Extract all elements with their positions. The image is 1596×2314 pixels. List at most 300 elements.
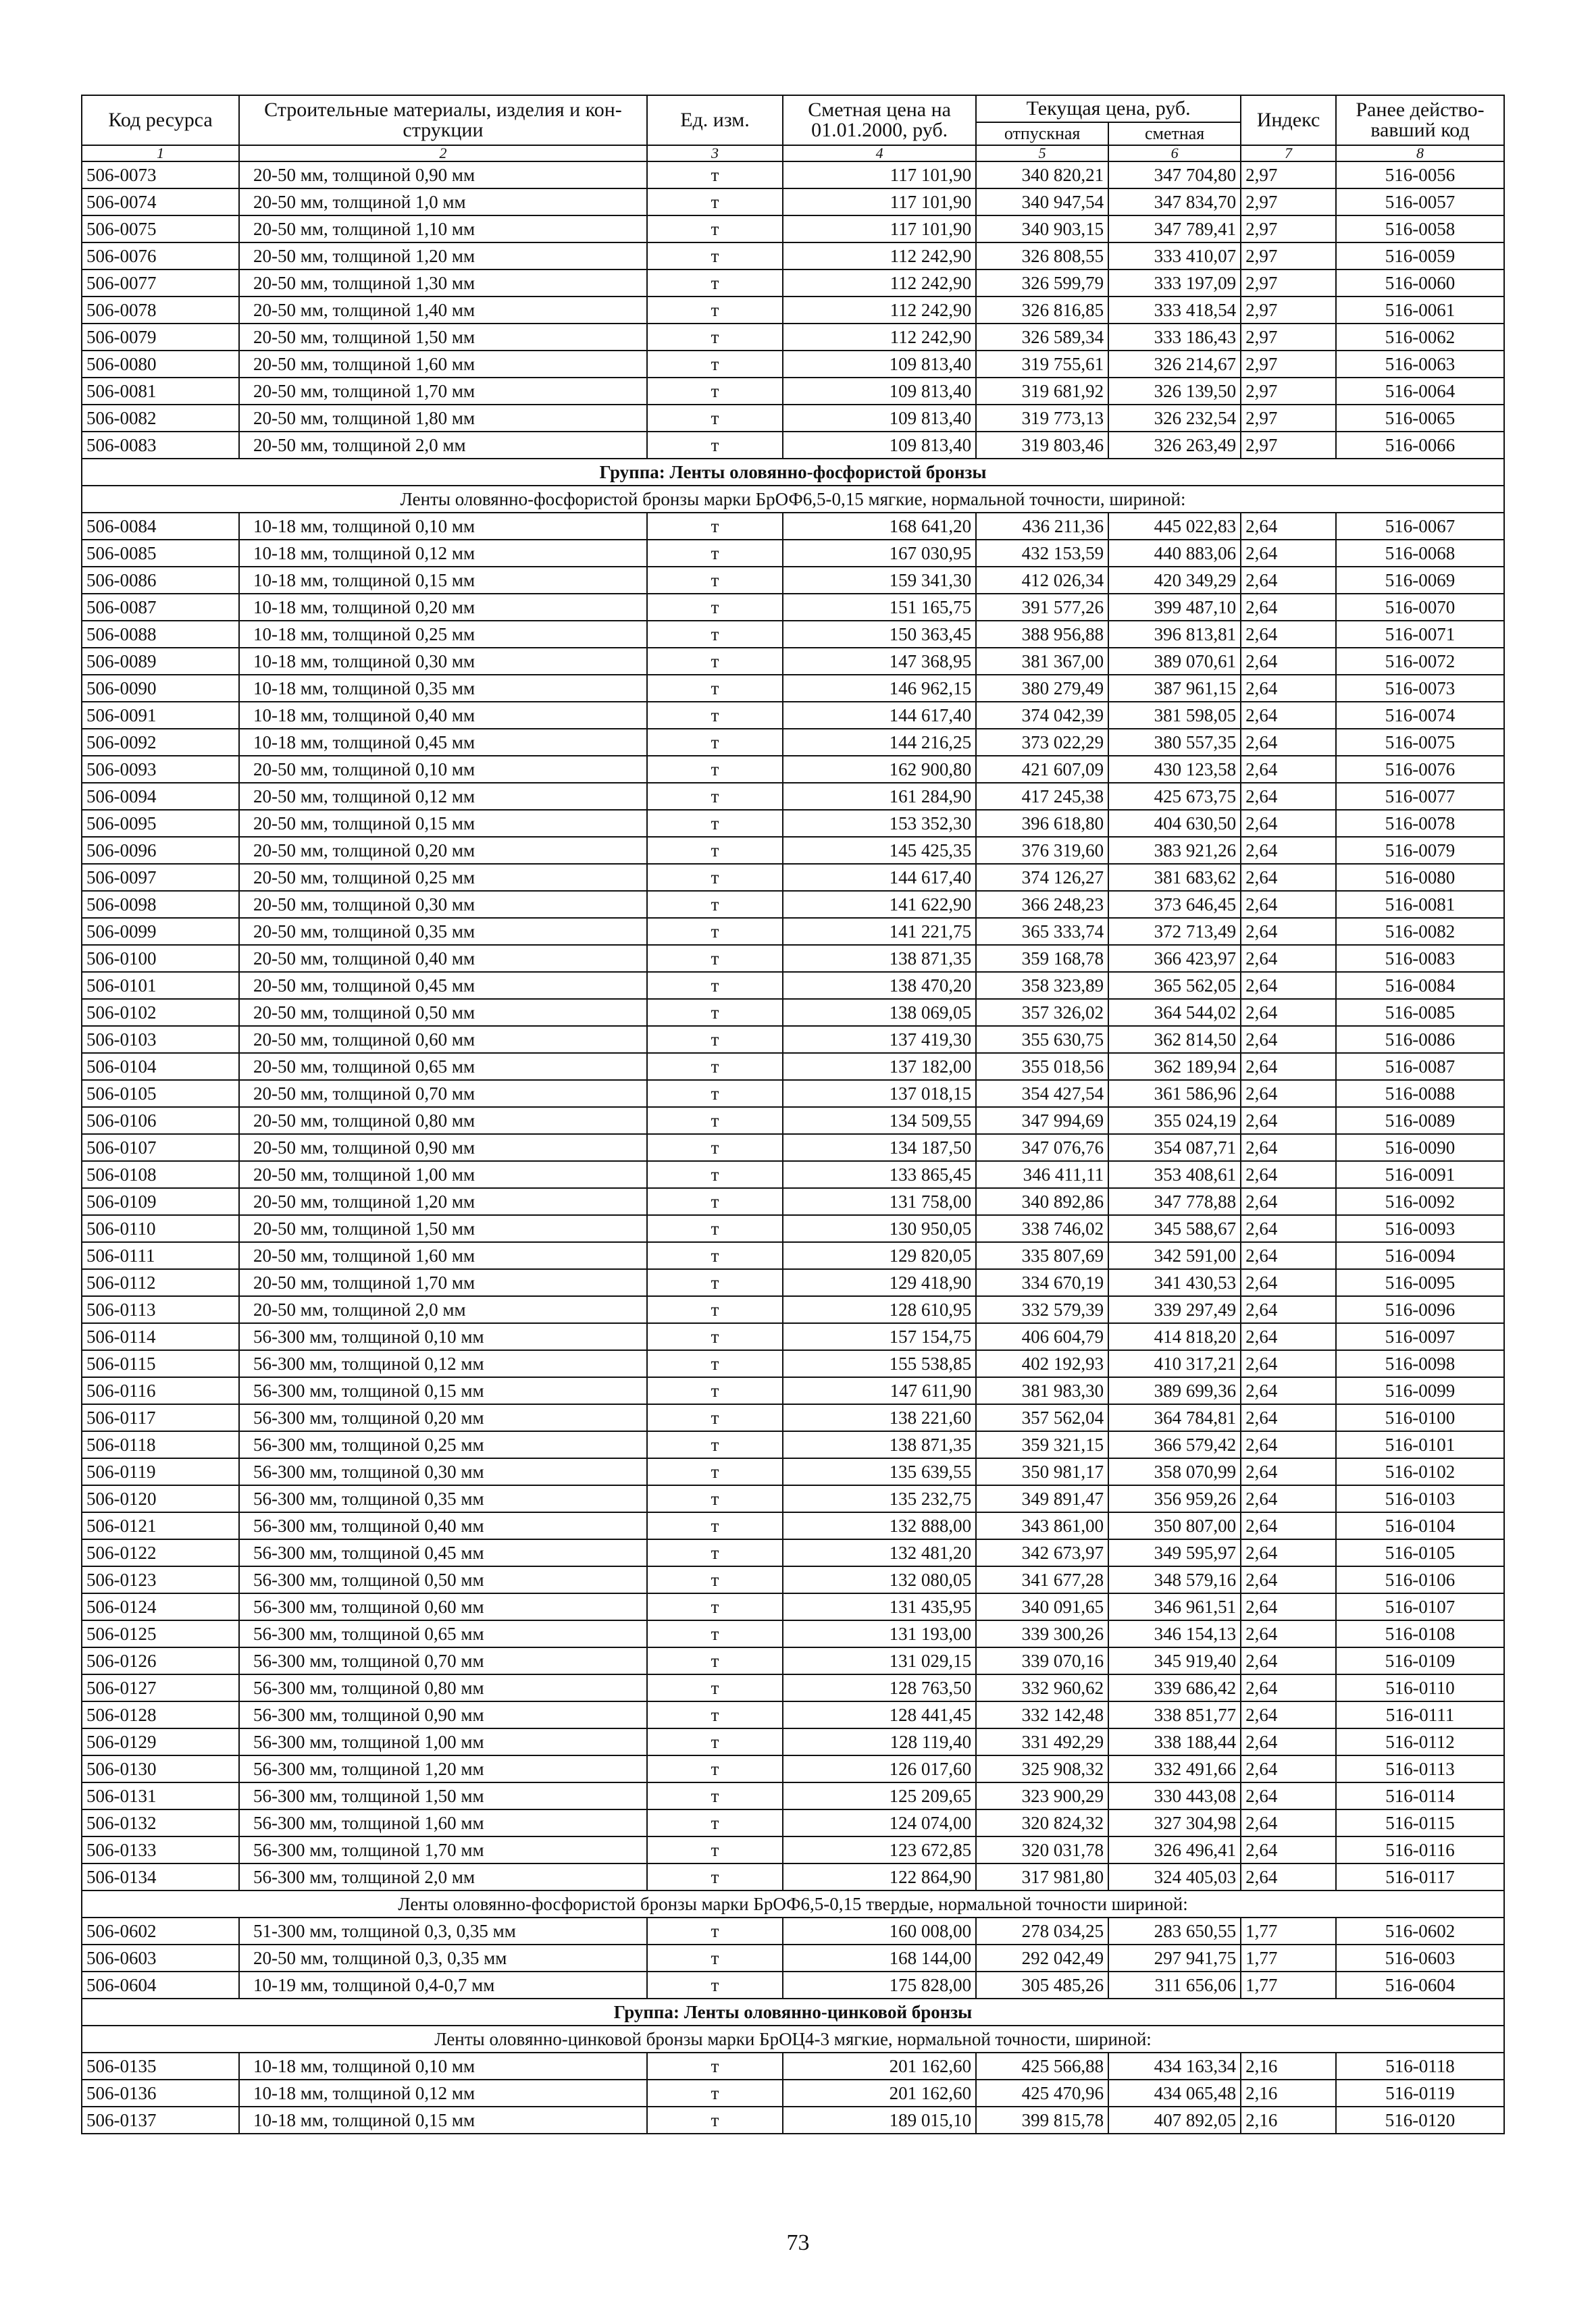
base-price: 161 284,90	[783, 783, 976, 810]
unit: т	[647, 513, 783, 540]
base-price: 129 820,05	[783, 1242, 976, 1269]
base-price: 157 154,75	[783, 1323, 976, 1350]
unit: т	[647, 242, 783, 269]
release-price: 346 411,11	[976, 1161, 1108, 1188]
release-price: 381 983,30	[976, 1377, 1108, 1404]
previous-code: 516-0070	[1336, 594, 1504, 621]
unit: т	[647, 188, 783, 215]
previous-code: 516-0058	[1336, 215, 1504, 242]
unit: т	[647, 1161, 783, 1188]
resource-code: 506-0095	[82, 810, 239, 837]
estimate-price: 326 139,50	[1108, 378, 1241, 405]
base-price: 138 470,20	[783, 972, 976, 999]
index-value: 2,64	[1241, 1296, 1336, 1323]
index-value: 2,64	[1241, 945, 1336, 972]
release-price: 357 326,02	[976, 999, 1108, 1026]
estimate-price: 326 214,67	[1108, 351, 1241, 378]
table-row	[82, 1161, 1504, 1188]
material-name: 56-300 мм, толщиной 1,20 мм	[239, 1755, 647, 1782]
table-row	[82, 2053, 1504, 2080]
base-price: 125 209,65	[783, 1782, 976, 1809]
table-row	[82, 1566, 1504, 1593]
unit: т	[647, 864, 783, 891]
base-price: 155 538,85	[783, 1350, 976, 1377]
resource-code: 506-0080	[82, 351, 239, 378]
base-price: 112 242,90	[783, 297, 976, 324]
page-number: 73	[786, 2230, 810, 2255]
index-value: 2,64	[1241, 1674, 1336, 1701]
material-name: 20-50 мм, толщиной 0,80 мм	[239, 1107, 647, 1134]
release-price: 340 903,15	[976, 215, 1108, 242]
index-value: 2,64	[1241, 1647, 1336, 1674]
resource-code: 506-0124	[82, 1593, 239, 1620]
base-price: 131 758,00	[783, 1188, 976, 1215]
index-value: 2,64	[1241, 1836, 1336, 1863]
resource-code: 506-0077	[82, 269, 239, 297]
unit: т	[647, 1566, 783, 1593]
header-release: отпускная	[976, 122, 1108, 145]
estimate-price: 311 656,06	[1108, 1972, 1241, 1999]
table-row	[82, 1701, 1504, 1728]
table-row	[82, 1485, 1504, 1512]
estimate-price: 338 851,77	[1108, 1701, 1241, 1728]
resource-code: 506-0133	[82, 1836, 239, 1863]
base-price: 150 363,45	[783, 621, 976, 648]
release-price: 399 815,78	[976, 2107, 1108, 2134]
material-name: 20-50 мм, толщиной 0,3, 0,35 мм	[239, 1945, 647, 1972]
release-price: 376 319,60	[976, 837, 1108, 864]
table-row	[82, 1296, 1504, 1323]
previous-code: 516-0073	[1336, 675, 1504, 702]
resource-code: 506-0110	[82, 1215, 239, 1242]
resource-code: 506-0135	[82, 2053, 239, 2080]
previous-code: 516-0116	[1336, 1836, 1504, 1863]
estimate-price: 354 087,71	[1108, 1134, 1241, 1161]
index-value: 2,97	[1241, 269, 1336, 297]
release-price: 365 333,74	[976, 918, 1108, 945]
table-row	[82, 837, 1504, 864]
index-value: 2,64	[1241, 648, 1336, 675]
index-value: 2,64	[1241, 1863, 1336, 1891]
previous-code: 516-0117	[1336, 1863, 1504, 1891]
unit: т	[647, 1918, 783, 1945]
resource-code: 506-0083	[82, 432, 239, 459]
material-name: 56-300 мм, толщиной 0,15 мм	[239, 1377, 647, 1404]
previous-code: 516-0110	[1336, 1674, 1504, 1701]
resource-code: 506-0118	[82, 1431, 239, 1458]
header-code: Код ресурса	[82, 95, 239, 145]
index-value: 2,16	[1241, 2053, 1336, 2080]
index-value: 2,97	[1241, 297, 1336, 324]
previous-code: 516-0068	[1336, 540, 1504, 567]
group-title: Группа: Ленты оловянно-цинковой бронзы	[82, 1999, 1504, 2026]
table-row	[82, 324, 1504, 351]
resource-code: 506-0073	[82, 161, 239, 188]
base-price: 201 162,60	[783, 2053, 976, 2080]
release-price: 373 022,29	[976, 729, 1108, 756]
resource-code: 506-0085	[82, 540, 239, 567]
resource-code: 506-0128	[82, 1701, 239, 1728]
table-row	[82, 999, 1504, 1026]
resource-code: 506-0084	[82, 513, 239, 540]
estimate-price: 338 188,44	[1108, 1728, 1241, 1755]
resource-code: 506-0103	[82, 1026, 239, 1053]
previous-code: 516-0079	[1336, 837, 1504, 864]
index-value: 2,64	[1241, 837, 1336, 864]
resource-code: 506-0125	[82, 1620, 239, 1647]
table-row	[82, 1323, 1504, 1350]
index-value: 2,64	[1241, 1458, 1336, 1485]
resource-code: 506-0078	[82, 297, 239, 324]
release-price: 350 981,17	[976, 1458, 1108, 1485]
col-number: 1	[82, 145, 239, 161]
table-row	[82, 1972, 1504, 1999]
index-value: 2,64	[1241, 540, 1336, 567]
table-row	[82, 2107, 1504, 2134]
unit: т	[647, 1242, 783, 1269]
base-price: 141 221,75	[783, 918, 976, 945]
unit: т	[647, 1134, 783, 1161]
previous-code: 516-0081	[1336, 891, 1504, 918]
table-row	[82, 161, 1504, 188]
material-name: 56-300 мм, толщиной 0,10 мм	[239, 1323, 647, 1350]
material-name: 20-50 мм, толщиной 1,40 мм	[239, 297, 647, 324]
previous-code: 516-0102	[1336, 1458, 1504, 1485]
table-row	[82, 756, 1504, 783]
previous-code: 516-0091	[1336, 1161, 1504, 1188]
material-name: 20-50 мм, толщиной 1,50 мм	[239, 1215, 647, 1242]
material-name: 56-300 мм, толщиной 1,50 мм	[239, 1782, 647, 1809]
index-value: 2,64	[1241, 1431, 1336, 1458]
base-price: 135 232,75	[783, 1485, 976, 1512]
estimate-price: 355 024,19	[1108, 1107, 1241, 1134]
table-row	[82, 1269, 1504, 1296]
material-name: 20-50 мм, толщиной 0,65 мм	[239, 1053, 647, 1080]
material-name: 20-50 мм, толщиной 1,20 мм	[239, 242, 647, 269]
estimate-price: 383 921,26	[1108, 837, 1241, 864]
table-row	[82, 1836, 1504, 1863]
table-row	[82, 1620, 1504, 1647]
resource-code: 506-0127	[82, 1674, 239, 1701]
table-row	[82, 1458, 1504, 1485]
release-price: 347 076,76	[976, 1134, 1108, 1161]
resource-code: 506-0088	[82, 621, 239, 648]
previous-code: 516-0107	[1336, 1593, 1504, 1620]
base-price: 109 813,40	[783, 432, 976, 459]
resource-code: 506-0120	[82, 1485, 239, 1512]
material-name: 10-18 мм, толщиной 0,35 мм	[239, 675, 647, 702]
material-name: 10-18 мм, толщиной 0,15 мм	[239, 567, 647, 594]
index-value: 2,64	[1241, 1404, 1336, 1431]
estimate-price: 345 919,40	[1108, 1647, 1241, 1674]
release-price: 391 577,26	[976, 594, 1108, 621]
unit: т	[647, 1404, 783, 1431]
estimate-price: 339 297,49	[1108, 1296, 1241, 1323]
base-price: 144 617,40	[783, 864, 976, 891]
unit: т	[647, 702, 783, 729]
header-estimate: сметная	[1108, 122, 1241, 145]
material-name: 20-50 мм, толщиной 1,00 мм	[239, 1161, 647, 1188]
estimate-price: 283 650,55	[1108, 1918, 1241, 1945]
material-name: 56-300 мм, толщиной 1,00 мм	[239, 1728, 647, 1755]
resource-code: 506-0100	[82, 945, 239, 972]
material-name: 56-300 мм, толщиной 0,65 мм	[239, 1620, 647, 1647]
unit: т	[647, 432, 783, 459]
table-row	[82, 918, 1504, 945]
material-name: 20-50 мм, толщиной 0,10 мм	[239, 756, 647, 783]
unit: т	[647, 1026, 783, 1053]
release-price: 292 042,49	[976, 1945, 1108, 1972]
material-name: 56-300 мм, толщиной 1,60 мм	[239, 1809, 647, 1836]
previous-code: 516-0065	[1336, 405, 1504, 432]
index-value: 2,64	[1241, 756, 1336, 783]
previous-code: 516-0119	[1336, 2080, 1504, 2107]
base-price: 167 030,95	[783, 540, 976, 567]
previous-code: 516-0112	[1336, 1728, 1504, 1755]
resource-code: 506-0097	[82, 864, 239, 891]
material-name: 10-18 мм, толщиной 0,12 мм	[239, 2080, 647, 2107]
release-price: 412 026,34	[976, 567, 1108, 594]
material-name: 20-50 мм, толщиной 1,20 мм	[239, 1188, 647, 1215]
release-price: 380 279,49	[976, 675, 1108, 702]
material-name: 20-50 мм, толщиной 0,35 мм	[239, 918, 647, 945]
previous-code: 516-0076	[1336, 756, 1504, 783]
base-price: 129 418,90	[783, 1269, 976, 1296]
previous-code: 516-0072	[1336, 648, 1504, 675]
table-row	[82, 972, 1504, 999]
unit: т	[647, 297, 783, 324]
table-row	[82, 1053, 1504, 1080]
estimate-price: 333 410,07	[1108, 242, 1241, 269]
material-name: 20-50 мм, толщиной 0,45 мм	[239, 972, 647, 999]
previous-code: 516-0602	[1336, 1918, 1504, 1945]
release-price: 358 323,89	[976, 972, 1108, 999]
material-name: 20-50 мм, толщиной 0,70 мм	[239, 1080, 647, 1107]
col-number: 8	[1336, 145, 1504, 161]
unit: т	[647, 378, 783, 405]
base-price: 144 216,25	[783, 729, 976, 756]
previous-code: 516-0090	[1336, 1134, 1504, 1161]
resource-code: 506-0132	[82, 1809, 239, 1836]
index-value: 2,64	[1241, 1620, 1336, 1647]
col-number: 5	[976, 145, 1108, 161]
table-row	[82, 188, 1504, 215]
subgroup-title: Ленты оловянно-фосфористой бронзы марки БрОФ6,5-0,15 твердые, нормальной точности шириной:	[82, 1891, 1504, 1918]
material-name: 10-18 мм, толщиной 0,30 мм	[239, 648, 647, 675]
release-price: 359 168,78	[976, 945, 1108, 972]
previous-code: 516-0096	[1336, 1296, 1504, 1323]
index-value: 2,64	[1241, 1728, 1336, 1755]
release-price: 374 042,39	[976, 702, 1108, 729]
release-price: 332 960,62	[976, 1674, 1108, 1701]
resource-code: 506-0093	[82, 756, 239, 783]
index-value: 2,64	[1241, 729, 1336, 756]
resource-code: 506-0113	[82, 1296, 239, 1323]
resource-code: 506-0131	[82, 1782, 239, 1809]
material-name: 10-18 мм, толщиной 0,10 мм	[239, 2053, 647, 2080]
previous-code: 516-0057	[1336, 188, 1504, 215]
material-name: 10-18 мм, толщиной 0,15 мм	[239, 2107, 647, 2134]
previous-code: 516-0059	[1336, 242, 1504, 269]
table-row	[82, 1215, 1504, 1242]
index-value: 2,97	[1241, 188, 1336, 215]
estimate-price: 366 579,42	[1108, 1431, 1241, 1458]
index-value: 2,64	[1241, 1539, 1336, 1566]
base-price: 109 813,40	[783, 351, 976, 378]
release-price: 425 566,88	[976, 2053, 1108, 2080]
estimate-price: 389 070,61	[1108, 648, 1241, 675]
previous-code: 516-0086	[1336, 1026, 1504, 1053]
index-value: 2,64	[1241, 1593, 1336, 1620]
unit: т	[647, 1945, 783, 1972]
release-price: 432 153,59	[976, 540, 1108, 567]
unit: т	[647, 594, 783, 621]
material-name: 20-50 мм, толщиной 1,0 мм	[239, 188, 647, 215]
material-name: 20-50 мм, толщиной 0,40 мм	[239, 945, 647, 972]
table-row	[82, 513, 1504, 540]
index-value: 2,64	[1241, 1512, 1336, 1539]
index-value: 2,64	[1241, 918, 1336, 945]
previous-code: 516-0100	[1336, 1404, 1504, 1431]
header-name: Строительные материалы, изделия и кон-струкции	[239, 95, 647, 145]
material-name: 20-50 мм, толщиной 1,30 мм	[239, 269, 647, 297]
estimate-price: 358 070,99	[1108, 1458, 1241, 1485]
col-number: 4	[783, 145, 976, 161]
resource-code: 506-0096	[82, 837, 239, 864]
resource-code: 506-0114	[82, 1323, 239, 1350]
unit: т	[647, 729, 783, 756]
unit: т	[647, 918, 783, 945]
table-row	[82, 729, 1504, 756]
index-value: 2,64	[1241, 972, 1336, 999]
table-row	[82, 621, 1504, 648]
unit: т	[647, 648, 783, 675]
estimate-price: 407 892,05	[1108, 2107, 1241, 2134]
previous-code: 516-0083	[1336, 945, 1504, 972]
material-name: 10-18 мм, толщиной 0,45 мм	[239, 729, 647, 756]
estimate-price: 361 586,96	[1108, 1080, 1241, 1107]
group-heading	[82, 459, 1504, 486]
resource-code: 506-0090	[82, 675, 239, 702]
release-price: 355 630,75	[976, 1026, 1108, 1053]
resource-code: 506-0119	[82, 1458, 239, 1485]
estimate-price: 326 232,54	[1108, 405, 1241, 432]
index-value: 2,64	[1241, 1269, 1336, 1296]
resource-code: 506-0136	[82, 2080, 239, 2107]
index-value: 2,64	[1241, 864, 1336, 891]
material-name: 20-50 мм, толщиной 0,12 мм	[239, 783, 647, 810]
release-price: 374 126,27	[976, 864, 1108, 891]
table-row	[82, 378, 1504, 405]
base-price: 130 950,05	[783, 1215, 976, 1242]
unit: т	[647, 810, 783, 837]
index-value: 2,64	[1241, 1053, 1336, 1080]
estimate-price: 347 834,70	[1108, 188, 1241, 215]
base-price: 160 008,00	[783, 1918, 976, 1945]
table-row	[82, 215, 1504, 242]
material-name: 56-300 мм, толщиной 0,70 мм	[239, 1647, 647, 1674]
material-name: 10-18 мм, толщиной 0,10 мм	[239, 513, 647, 540]
release-price: 335 807,69	[976, 1242, 1108, 1269]
unit: т	[647, 1972, 783, 1999]
base-price: 128 119,40	[783, 1728, 976, 1755]
estimate-price: 332 491,66	[1108, 1755, 1241, 1782]
base-price: 137 018,15	[783, 1080, 976, 1107]
unit: т	[647, 1377, 783, 1404]
resource-code: 506-0104	[82, 1053, 239, 1080]
material-name: 56-300 мм, толщиной 0,20 мм	[239, 1404, 647, 1431]
material-name: 20-50 мм, толщиной 0,50 мм	[239, 999, 647, 1026]
previous-code: 516-0114	[1336, 1782, 1504, 1809]
estimate-price: 347 778,88	[1108, 1188, 1241, 1215]
estimate-price: 327 304,98	[1108, 1809, 1241, 1836]
index-value: 2,97	[1241, 405, 1336, 432]
estimate-price: 399 487,10	[1108, 594, 1241, 621]
estimate-price: 430 123,58	[1108, 756, 1241, 783]
estimate-price: 362 189,94	[1108, 1053, 1241, 1080]
previous-code: 516-0085	[1336, 999, 1504, 1026]
unit: т	[647, 1809, 783, 1836]
release-price: 436 211,36	[976, 513, 1108, 540]
previous-code: 516-0095	[1336, 1269, 1504, 1296]
index-value: 2,64	[1241, 702, 1336, 729]
table-row	[82, 1593, 1504, 1620]
previous-code: 516-0066	[1336, 432, 1504, 459]
index-value: 2,64	[1241, 1242, 1336, 1269]
release-price: 381 367,00	[976, 648, 1108, 675]
index-value: 2,64	[1241, 567, 1336, 594]
index-value: 2,97	[1241, 324, 1336, 351]
table-row	[82, 1107, 1504, 1134]
base-price: 112 242,90	[783, 242, 976, 269]
previous-code: 516-0093	[1336, 1215, 1504, 1242]
table-row	[82, 1809, 1504, 1836]
release-price: 319 773,13	[976, 405, 1108, 432]
release-price: 341 677,28	[976, 1566, 1108, 1593]
release-price: 331 492,29	[976, 1728, 1108, 1755]
previous-code: 516-0094	[1336, 1242, 1504, 1269]
unit: т	[647, 999, 783, 1026]
resource-code: 506-0091	[82, 702, 239, 729]
previous-code: 516-0111	[1336, 1701, 1504, 1728]
table-row	[82, 242, 1504, 269]
estimate-price: 297 941,75	[1108, 1945, 1241, 1972]
base-price: 117 101,90	[783, 215, 976, 242]
table-row	[82, 783, 1504, 810]
table-row	[82, 702, 1504, 729]
estimate-price: 372 713,49	[1108, 918, 1241, 945]
base-price: 153 352,30	[783, 810, 976, 837]
unit: т	[647, 1107, 783, 1134]
unit: т	[647, 540, 783, 567]
header-index: Индекс	[1241, 95, 1336, 145]
previous-code: 516-0088	[1336, 1080, 1504, 1107]
resource-code: 506-0099	[82, 918, 239, 945]
previous-code: 516-0075	[1336, 729, 1504, 756]
unit: т	[647, 161, 783, 188]
estimate-price: 339 686,42	[1108, 1674, 1241, 1701]
release-price: 320 031,78	[976, 1836, 1108, 1863]
resource-code: 506-0079	[82, 324, 239, 351]
table-row	[82, 1755, 1504, 1782]
table-row	[82, 810, 1504, 837]
index-value: 2,64	[1241, 1485, 1336, 1512]
resource-code: 506-0098	[82, 891, 239, 918]
table-row	[82, 1863, 1504, 1891]
release-price: 388 956,88	[976, 621, 1108, 648]
subgroup-heading	[82, 2026, 1504, 2053]
unit: т	[647, 1269, 783, 1296]
